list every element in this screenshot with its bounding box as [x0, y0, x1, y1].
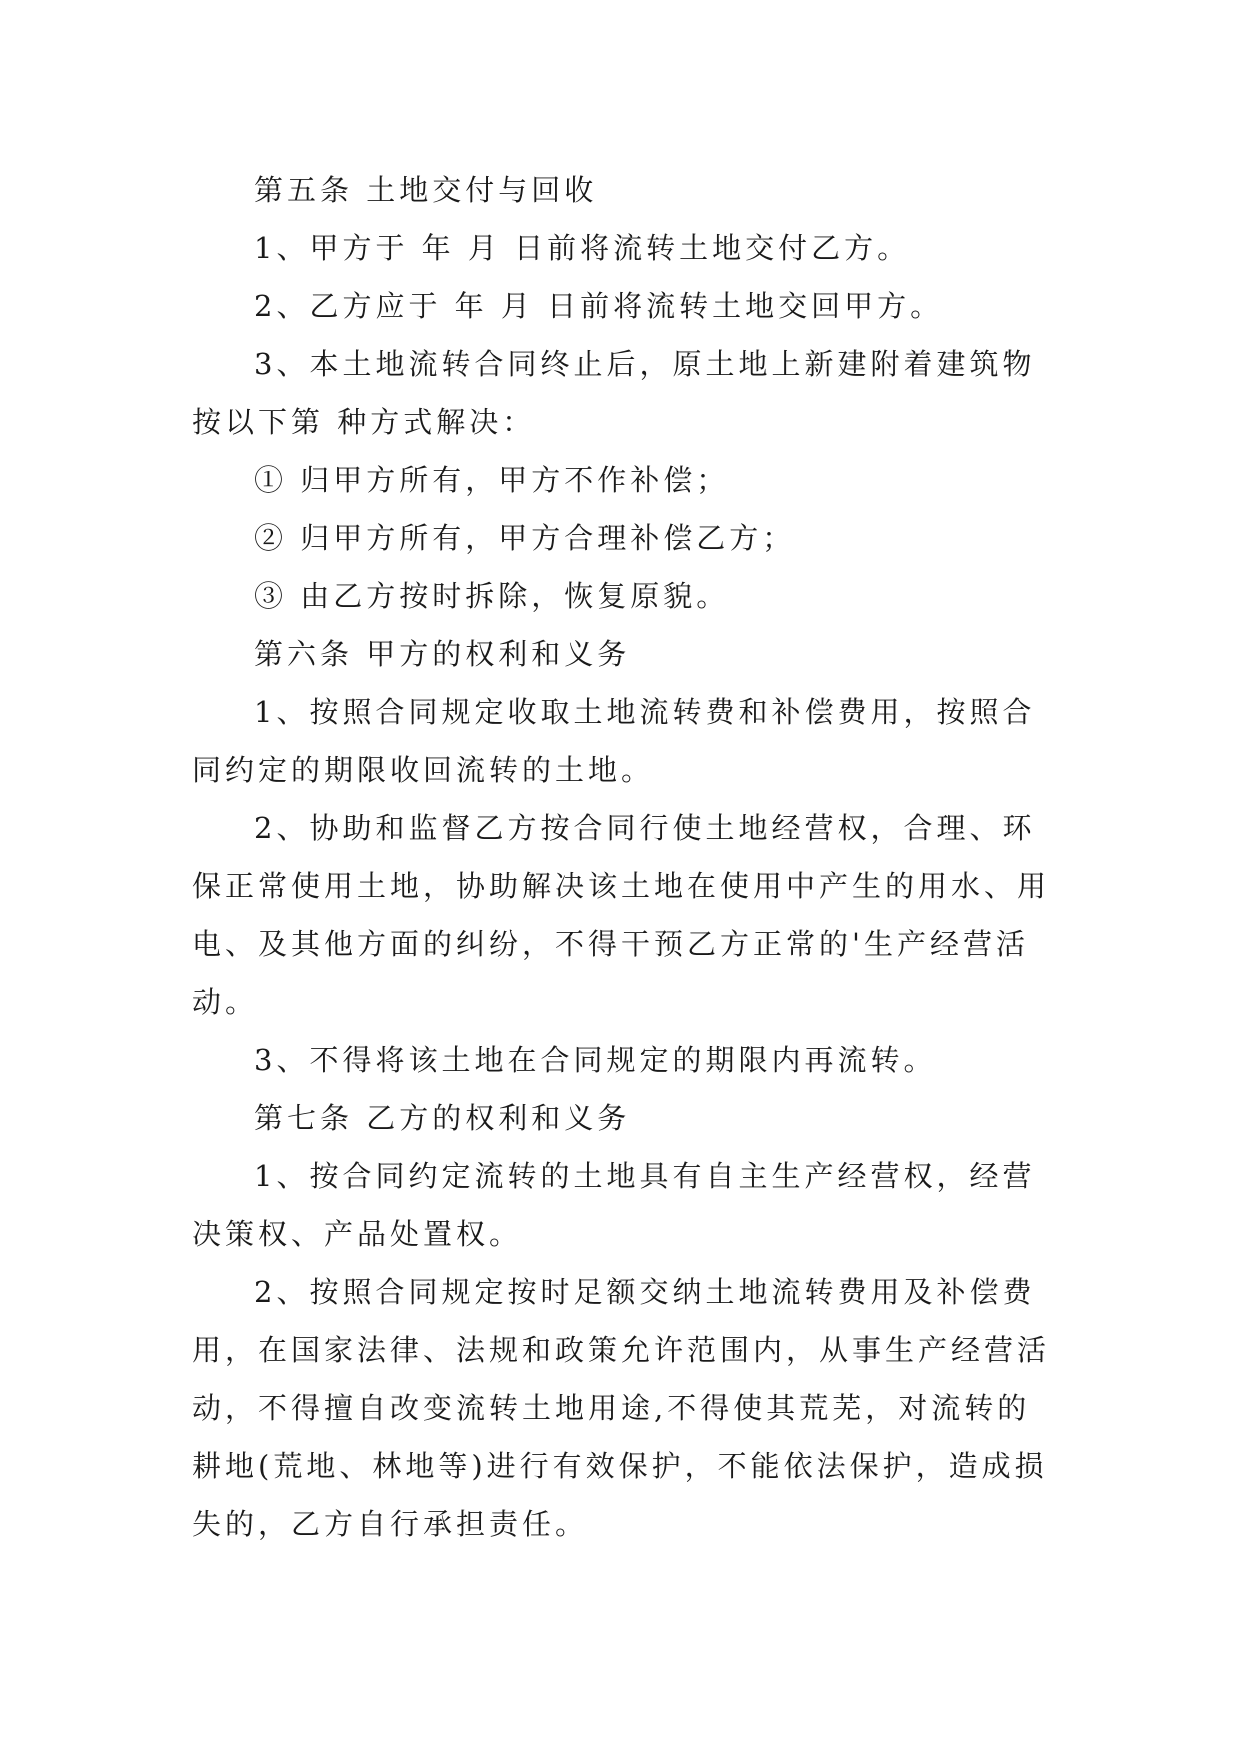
article-5-clause-2: 2、乙方应于 年 月 日前将流转土地交回甲方。 — [254, 289, 944, 323]
option-3: ③ 由乙方按时拆除，恢复原貌。 — [254, 579, 730, 613]
option-1: ① 归甲方所有，甲方不作补偿； — [254, 463, 730, 497]
article-5-clause-3: 3、本土地流转合同终止后，原土地上新建附着建筑物按以下第 种方式解决： — [192, 347, 1036, 439]
article-7-clause-2: 2、按照合同规定按时足额交纳土地流转费用及补偿费用，在国家法律、法规和政策允许范围内，从事生产经营活动，不得擅自改变流转土地用途,不得使其荒芜，对流转的耕地(荒地、林地等)进行有效保护，不能依法保护，造成损失的，乙方自行承担责任。 — [192, 1275, 1051, 1541]
article-6-clause-3: 3、不得将该土地在合同规定的期限内再流转。 — [254, 1043, 937, 1077]
article-6-clause-2: 2、协助和监督乙方按合同行使土地经营权，合理、环保正常使用土地，协助解决该土地在使用中产生的用水、用电、及其他方面的纠纷，不得干预乙方正常的'生产经营活动。 — [192, 811, 1051, 1019]
article-5-clause-1: 1、甲方于 年 月 日前将流转土地交付乙方。 — [254, 231, 911, 265]
article-6-clause-1: 1、按照合同规定收取土地流转费和补偿费用，按照合同约定的期限收回流转的土地。 — [192, 695, 1036, 787]
article-7-heading: 第七条 乙方的权利和义务 — [254, 1101, 631, 1135]
document-body — [192, 161, 1062, 1553]
option-2: ② 归甲方所有，甲方合理补偿乙方； — [254, 521, 796, 555]
article-6-heading: 第六条 甲方的权利和义务 — [254, 637, 631, 671]
article-5-heading: 第五条 土地交付与回收 — [254, 173, 598, 207]
article-7-clause-1: 1、按合同约定流转的土地具有自主生产经营权，经营决策权、产品处置权。 — [192, 1159, 1036, 1251]
